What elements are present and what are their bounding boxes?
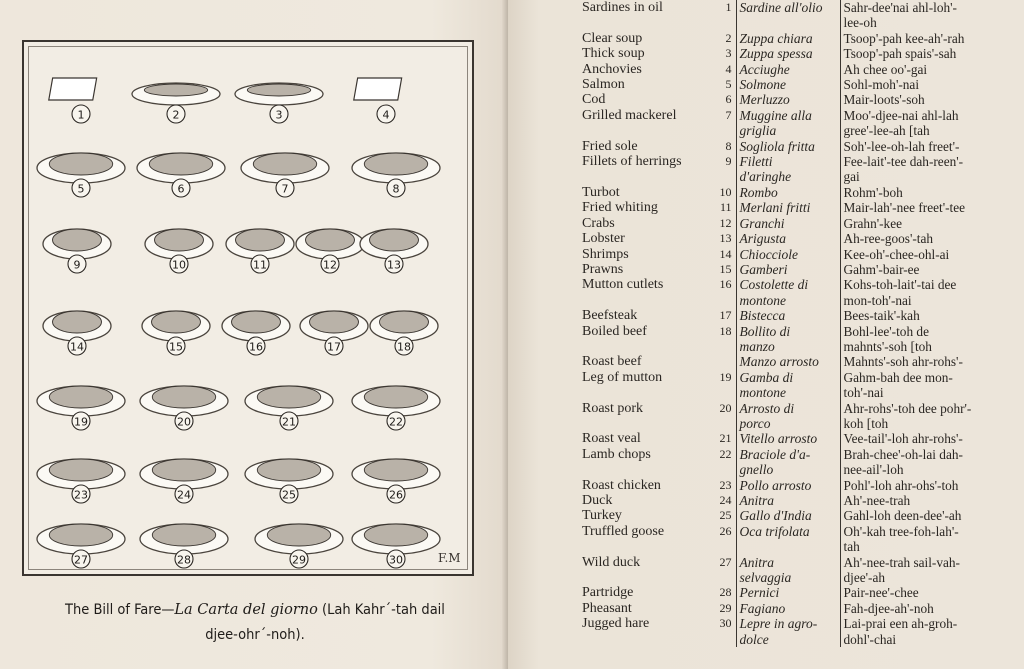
dish-number-label: 7: [281, 182, 289, 196]
dish-number-label: 16: [249, 340, 263, 354]
dish-number-label: 27: [74, 553, 88, 567]
dish-number: 5: [725, 77, 732, 92]
dish-italian: Filetti d'aringhe: [736, 154, 840, 185]
dish-number: 19: [719, 369, 732, 384]
dish-english: Duck: [582, 493, 613, 508]
caption-italic: La Carta del giorno: [174, 602, 318, 618]
dish-english: Roast veal: [582, 431, 641, 447]
food-icon: [144, 84, 207, 96]
dish-english: Truffled goose: [582, 523, 665, 539]
dish-italian: Fagiano: [736, 601, 840, 616]
artist-signature: F.M: [438, 551, 461, 565]
dish-italian: Gallo d'India: [736, 508, 840, 523]
dish-italian: Anitra selvaggia: [736, 555, 840, 586]
dish-pronunciation: Vee-tail'-loh ahr-rohs'-: [840, 431, 1022, 446]
dish-english: Sardines in oil: [582, 0, 663, 15]
dish-italian: Gamba di montone: [736, 370, 840, 401]
dish-italian: Lepre in agro- dolce: [736, 616, 840, 647]
dish-number: 8: [725, 138, 732, 153]
menu-row: [582, 508, 1022, 523]
dish-pronunciation: Brah-chee'-oh-lai dah- nee-ail'-loh: [840, 447, 1022, 478]
dish-italian: Solmone: [736, 77, 840, 92]
illustration-caption: [30, 598, 480, 648]
food-icon: [152, 459, 215, 481]
menu-row: [582, 108, 1022, 139]
dish-pronunciation: Grahn'-kee: [840, 216, 1022, 231]
food-icon: [232, 311, 281, 333]
menu-row: [582, 585, 1022, 600]
bill-of-fare-illustration: [22, 40, 474, 576]
dish-english: Anchovies: [582, 61, 642, 77]
food-icon: [49, 524, 112, 546]
dish-pronunciation: Mair-lah'-nee freet'-tee: [840, 200, 1022, 215]
dish-english: Clear soup: [582, 30, 643, 46]
dish-number: 29: [719, 600, 732, 615]
menu-row: [582, 216, 1022, 231]
dish-number: 27: [719, 554, 732, 569]
dish-number-label: 5: [77, 182, 85, 196]
food-icon: [247, 84, 310, 96]
dish-english: Thick soup: [582, 46, 645, 62]
dish-pronunciation: Ah chee oo'-gai: [840, 62, 1022, 77]
dish-italian: Vitello arrosto: [736, 431, 840, 446]
dish-pronunciation: Ah'-nee-trah sail-vah- djee'-ah: [840, 555, 1022, 586]
dish-number: 14: [719, 246, 732, 261]
dish-english: Roast pork: [582, 400, 644, 416]
food-icon: [152, 524, 215, 546]
food-icon: [155, 229, 204, 251]
food-icon: [53, 229, 102, 251]
dish-number-label: 25: [282, 488, 296, 502]
dish-pronunciation: Sohl-moh'-nai: [840, 77, 1022, 92]
dish-italian: Pollo arrosto: [736, 478, 840, 493]
dish-english: Turkey: [582, 508, 622, 524]
dish-number-label: 28: [177, 553, 191, 567]
caption-line2: djee-ohr´-noh).: [205, 627, 305, 643]
dish-english: Lamb chops: [582, 446, 651, 462]
dish-italian: Bistecca: [736, 308, 840, 323]
dish-italian: Acciughe: [736, 62, 840, 77]
caption-pronunciation: (Lah Kahr´-tah dail: [321, 602, 445, 618]
dish-number-label: 2: [172, 108, 180, 122]
menu-row: [582, 0, 1022, 31]
dish-number: 7: [725, 107, 732, 122]
dish-number: 3: [725, 46, 732, 61]
food-icon: [152, 311, 201, 333]
menu-row: [582, 31, 1022, 46]
dish-italian: Bollito di manzo: [736, 324, 840, 355]
dish-italian: Rombo: [736, 185, 840, 200]
dish-english: Fried sole: [582, 138, 638, 154]
dish-pronunciation: Mair-loots'-soh: [840, 92, 1022, 107]
food-icon: [364, 386, 427, 408]
dish-number-label: 17: [327, 340, 341, 354]
dish-italian: Zuppa chiara: [736, 31, 840, 46]
dish-pronunciation: Bohl-lee'-toh de mahnts'-soh [toh: [840, 324, 1022, 355]
menu-row: [582, 92, 1022, 107]
left-page: [0, 0, 508, 669]
dish-number: 24: [719, 493, 732, 507]
dish-english: Fillets of herrings: [582, 154, 682, 170]
menu-row: [582, 401, 1022, 432]
dish-italian: Pernici: [736, 585, 840, 600]
dish-english: Beefsteak: [582, 308, 638, 324]
food-icon: [267, 524, 330, 546]
food-icon: [306, 229, 355, 251]
food-icon: [370, 229, 419, 251]
dish-pronunciation: Gahm'-bair-ee: [840, 262, 1022, 277]
sardine-tin-icon: [354, 78, 402, 100]
dish-italian: Arrosto di porco: [736, 401, 840, 432]
dish-number-label: 21: [282, 415, 296, 429]
dish-english: Roast chicken: [582, 477, 661, 493]
food-icon: [236, 229, 285, 251]
dish-number: 30: [719, 616, 732, 631]
dish-english: Boiled beef: [582, 323, 647, 339]
dish-italian: Muggine alla griglia: [736, 108, 840, 139]
sardine-tin-icon: [49, 78, 97, 100]
dish-english: Wild duck: [582, 554, 641, 570]
dish-number-label: 20: [177, 415, 191, 429]
dish-english: Grilled mackerel: [582, 107, 677, 123]
dish-english: Roast beef: [582, 354, 642, 370]
dish-number-label: 19: [74, 415, 88, 429]
dish-number: 10: [719, 184, 732, 199]
food-icon: [310, 311, 359, 333]
dish-pronunciation: Gahm-bah dee mon- toh'-nai: [840, 370, 1022, 401]
dish-pronunciation: Rohm'-boh: [840, 185, 1022, 200]
dish-number: 12: [719, 215, 732, 230]
dish-number: 21: [719, 431, 732, 446]
dish-number-label: 3: [275, 108, 283, 122]
dish-pronunciation: Tsoop'-pah spais'-sah: [840, 46, 1022, 61]
menu-row: [582, 324, 1022, 355]
food-icon: [53, 311, 102, 333]
food-icon: [149, 153, 212, 175]
dish-pronunciation: Sahr-dee'nai ahl-loh'- lee-oh: [840, 0, 1022, 31]
dish-pronunciation: Fah-djee-ah'-noh: [840, 601, 1022, 616]
dish-pronunciation: Tsoop'-pah kee-ah'-rah: [840, 31, 1022, 46]
dish-number: 1: [725, 0, 732, 14]
food-icon: [257, 459, 320, 481]
dish-number-label: 11: [253, 258, 267, 272]
dish-italian: Sogliola fritta: [736, 139, 840, 154]
dish-english: Leg of mutton: [582, 369, 663, 385]
dish-pronunciation: Ahr-rohs'-toh dee pohr'- koh [toh: [840, 401, 1022, 432]
dish-number-label: 15: [169, 340, 183, 354]
dish-number: 28: [719, 585, 732, 600]
food-icon: [49, 386, 112, 408]
food-icon: [49, 459, 112, 481]
dish-pronunciation: Gahl-loh deen-dee'-ah: [840, 508, 1022, 523]
menu-row: [582, 493, 1022, 508]
dish-pronunciation: Fee-lait'-tee dah-reen'- gai: [840, 154, 1022, 185]
menu-row: [582, 77, 1022, 92]
menu-row: [582, 555, 1022, 586]
dish-italian: Merlani fritti: [736, 200, 840, 215]
caption-prefix: The Bill of Fare—: [65, 602, 175, 618]
menu-row: [582, 231, 1022, 246]
dish-italian: Manzo arrosto: [736, 354, 840, 369]
menu-row: [582, 354, 1022, 369]
food-icon: [49, 153, 112, 175]
dish-pronunciation: Kohs-toh-lait'-tai dee mon-toh'-nai: [840, 277, 1022, 308]
menu-row: [582, 154, 1022, 185]
dish-number: 4: [725, 61, 732, 76]
dish-pronunciation: Lai-prai een ah-groh- dohl'-chai: [840, 616, 1022, 647]
dish-pronunciation: Ah'-nee-trah: [840, 493, 1022, 508]
dish-number-label: 4: [382, 108, 390, 122]
dish-number: 26: [719, 523, 732, 538]
dish-number-label: 6: [177, 182, 185, 196]
dish-number: 15: [719, 261, 732, 276]
dish-number: 23: [719, 477, 732, 492]
food-icon: [380, 311, 429, 333]
dish-pronunciation: Soh'-lee-oh-lah freet'-: [840, 139, 1022, 154]
dish-number-label: 23: [74, 488, 88, 502]
dish-number: [706, 354, 736, 369]
food-icon: [364, 459, 427, 481]
dish-pronunciation: Ah-ree-goos'-tah: [840, 231, 1022, 246]
dish-italian: Gamberi: [736, 262, 840, 277]
dish-number-label: 30: [389, 553, 403, 567]
dish-italian: Merluzzo: [736, 92, 840, 107]
dish-number: 17: [719, 308, 732, 323]
menu-row: [582, 262, 1022, 277]
dish-english: Mutton cutlets: [582, 277, 664, 293]
menu-row: [582, 46, 1022, 61]
dish-number-label: 24: [177, 488, 191, 502]
food-drawings: [24, 42, 472, 574]
dish-number: 16: [719, 277, 732, 292]
dish-number: 2: [725, 30, 732, 45]
menu-row: [582, 431, 1022, 446]
dish-english: Jugged hare: [582, 616, 650, 632]
dish-english: Salmon: [582, 77, 625, 93]
menu-row: [582, 139, 1022, 154]
dish-number-label: 8: [392, 182, 400, 196]
food-icon: [253, 153, 316, 175]
dish-number-label: 13: [387, 258, 401, 272]
dish-number: 20: [719, 400, 732, 415]
dish-italian: Granchi: [736, 216, 840, 231]
dish-english: Cod: [582, 92, 606, 108]
dish-number-label: 10: [172, 258, 186, 272]
dish-italian: Zuppa spessa: [736, 46, 840, 61]
dish-pronunciation: Pohl'-loh ahr-ohs'-toh: [840, 478, 1022, 493]
dish-italian: Oca trifolata: [736, 524, 840, 555]
dish-english: Prawns: [582, 261, 624, 277]
dish-pronunciation: Kee-oh'-chee-ohl-ai: [840, 247, 1022, 262]
menu-row: [582, 370, 1022, 401]
dish-number: 9: [725, 154, 732, 169]
dish-number: 6: [725, 92, 732, 107]
dish-number-label: 26: [389, 488, 403, 502]
menu-row: [582, 62, 1022, 77]
menu-row: [582, 277, 1022, 308]
menu-row: [582, 447, 1022, 478]
dish-english: Crabs: [582, 215, 615, 231]
dish-english: Partridge: [582, 585, 634, 601]
dish-pronunciation: Mahnts'-soh ahr-rohs'-: [840, 354, 1022, 369]
dish-pronunciation: Pair-nee'-chee: [840, 585, 1022, 600]
dish-number-label: 12: [323, 258, 337, 272]
dish-number: 18: [719, 323, 732, 338]
dish-pronunciation: Moo'-djee-nai ahl-lah gree'-lee-ah [tah: [840, 108, 1022, 139]
dish-italian: Costolette di montone: [736, 277, 840, 308]
menu-row: [582, 308, 1022, 323]
dish-italian: Braciole d'a- gnello: [736, 447, 840, 478]
dish-italian: Arigusta: [736, 231, 840, 246]
dish-english: Lobster: [582, 231, 625, 247]
food-icon: [257, 386, 320, 408]
menu-row: [582, 185, 1022, 200]
menu-row: [582, 247, 1022, 262]
dish-number: 11: [719, 200, 732, 215]
dish-english: Fried whiting: [582, 200, 658, 216]
dish-italian: Chiocciole: [736, 247, 840, 262]
food-icon: [152, 386, 215, 408]
menu-row: [582, 616, 1022, 647]
dish-number-label: 9: [73, 258, 81, 272]
dish-number: 25: [719, 508, 732, 523]
dish-number-label: 14: [70, 340, 84, 354]
dish-number-label: 1: [77, 108, 85, 122]
dish-number-label: 18: [397, 340, 411, 354]
dish-english: Turbot: [582, 184, 620, 200]
food-icon: [364, 153, 427, 175]
dish-italian: Anitra: [736, 493, 840, 508]
dish-english: Shrimps: [582, 246, 629, 262]
dish-number: 22: [719, 446, 732, 461]
menu-table: [582, 0, 1022, 647]
dish-number-label: 29: [292, 553, 306, 567]
dish-pronunciation: Oh'-kah tree-foh-lah'- tah: [840, 524, 1022, 555]
dish-pronunciation: Bees-taik'-kah: [840, 308, 1022, 323]
menu-row: [582, 478, 1022, 493]
menu-row: [582, 200, 1022, 215]
menu-row: [582, 524, 1022, 555]
menu-row: [582, 601, 1022, 616]
dish-number: 13: [719, 231, 732, 246]
food-icon: [364, 524, 427, 546]
dish-number-label: 22: [389, 415, 403, 429]
dish-italian: Sardine all'olio: [736, 0, 840, 31]
dish-english: Pheasant: [582, 600, 632, 616]
